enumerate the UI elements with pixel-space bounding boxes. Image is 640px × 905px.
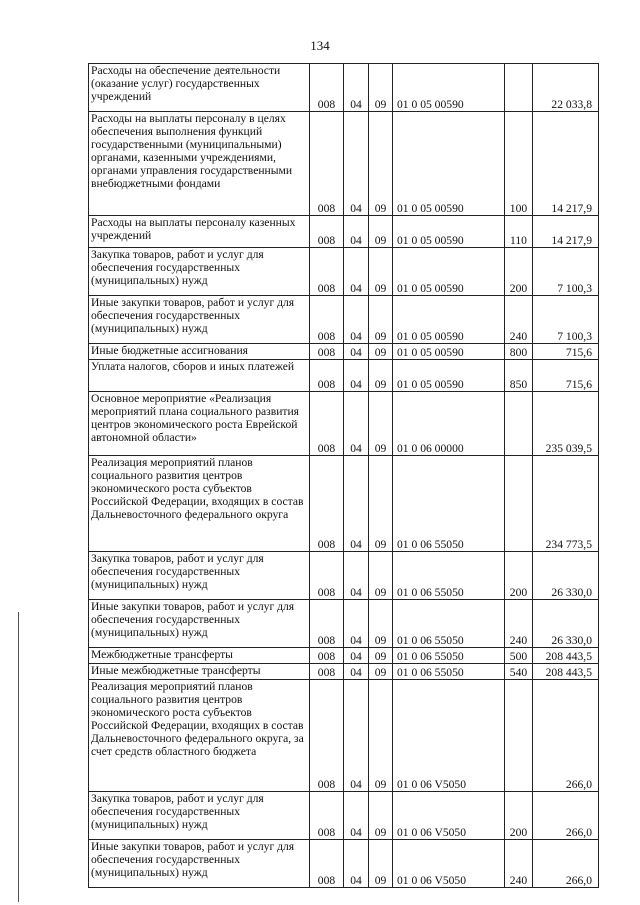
row-name: Расходы на выплаты персоналу казенных учреждений <box>89 216 310 248</box>
row-expense-type-code <box>505 392 533 456</box>
row-amount: 7 100,3 <box>533 296 599 344</box>
row-amount: 26 330,0 <box>533 600 599 648</box>
table-row <box>89 680 599 792</box>
row-target-article-code: 01 0 06 V5050 <box>393 680 505 792</box>
row-section-code: 04 <box>344 600 369 648</box>
row-name: Иные закупки товаров, работ и услуг для обеспечения государственных (муниципальных) нужд <box>89 600 310 648</box>
budget-table <box>88 63 599 888</box>
table-row <box>89 648 599 664</box>
row-subsection-code: 09 <box>369 680 393 792</box>
row-expense-type-code: 850 <box>505 360 533 392</box>
row-subsection-code: 09 <box>369 552 393 600</box>
row-section-code: 04 <box>344 344 369 360</box>
row-name: Закупка товаров, работ и услуг для обеспечения государственных (муниципальных) нужд <box>89 552 310 600</box>
row-subsection-code: 09 <box>369 344 393 360</box>
scan-margin-line <box>18 612 19 902</box>
row-target-article-code: 01 0 06 55050 <box>393 456 505 552</box>
row-expense-type-code <box>505 680 533 792</box>
row-section-code: 04 <box>344 360 369 392</box>
row-ministry-code: 008 <box>310 216 344 248</box>
row-amount: 266,0 <box>533 680 599 792</box>
row-section-code: 04 <box>344 64 369 112</box>
row-expense-type-code: 540 <box>505 664 533 680</box>
row-section-code: 04 <box>344 216 369 248</box>
row-subsection-code: 09 <box>369 360 393 392</box>
row-amount: 7 100,3 <box>533 248 599 296</box>
budget-table-body <box>89 64 599 888</box>
row-amount: 208 443,5 <box>533 648 599 664</box>
row-expense-type-code <box>505 64 533 112</box>
row-subsection-code: 09 <box>369 840 393 888</box>
row-ministry-code: 008 <box>310 456 344 552</box>
table-row <box>89 840 599 888</box>
row-ministry-code: 008 <box>310 248 344 296</box>
row-name: Межбюджетные трансферты <box>89 648 310 664</box>
row-ministry-code: 008 <box>310 840 344 888</box>
row-subsection-code: 09 <box>369 600 393 648</box>
row-section-code: 04 <box>344 552 369 600</box>
row-name: Иные закупки товаров, работ и услуг для обеспечения государственных (муниципальных) нужд <box>89 296 310 344</box>
row-expense-type-code: 100 <box>505 112 533 216</box>
row-subsection-code: 09 <box>369 248 393 296</box>
row-subsection-code: 09 <box>369 456 393 552</box>
row-subsection-code: 09 <box>369 664 393 680</box>
row-subsection-code: 09 <box>369 792 393 840</box>
row-target-article-code: 01 0 05 00590 <box>393 296 505 344</box>
row-ministry-code: 008 <box>310 552 344 600</box>
row-section-code: 04 <box>344 664 369 680</box>
row-ministry-code: 008 <box>310 112 344 216</box>
row-amount: 26 330,0 <box>533 552 599 600</box>
row-target-article-code: 01 0 05 00590 <box>393 344 505 360</box>
table-row <box>89 216 599 248</box>
row-ministry-code: 008 <box>310 648 344 664</box>
row-subsection-code: 09 <box>369 296 393 344</box>
row-section-code: 04 <box>344 296 369 344</box>
row-name: Закупка товаров, работ и услуг для обеспечения государственных (муниципальных) нужд <box>89 792 310 840</box>
row-section-code: 04 <box>344 792 369 840</box>
row-expense-type-code <box>505 456 533 552</box>
row-expense-type-code: 200 <box>505 792 533 840</box>
row-target-article-code: 01 0 06 55050 <box>393 664 505 680</box>
row-subsection-code: 09 <box>369 112 393 216</box>
table-row <box>89 456 599 552</box>
row-target-article-code: 01 0 05 00590 <box>393 216 505 248</box>
row-target-article-code: 01 0 05 00590 <box>393 248 505 296</box>
row-amount: 266,0 <box>533 840 599 888</box>
row-target-article-code: 01 0 06 V5050 <box>393 840 505 888</box>
row-ministry-code: 008 <box>310 392 344 456</box>
row-amount: 234 773,5 <box>533 456 599 552</box>
row-ministry-code: 008 <box>310 600 344 648</box>
row-section-code: 04 <box>344 680 369 792</box>
row-ministry-code: 008 <box>310 296 344 344</box>
table-row <box>89 64 599 112</box>
table-row <box>89 392 599 456</box>
row-target-article-code: 01 0 05 00590 <box>393 360 505 392</box>
row-subsection-code: 09 <box>369 648 393 664</box>
table-row <box>89 344 599 360</box>
row-target-article-code: 01 0 06 55050 <box>393 648 505 664</box>
row-target-article-code: 01 0 05 00590 <box>393 64 505 112</box>
page-number: 134 <box>310 38 330 53</box>
row-name: Иные закупки товаров, работ и услуг для обеспечения государственных (муниципальных) нужд <box>89 840 310 888</box>
row-target-article-code: 01 0 06 00000 <box>393 392 505 456</box>
table-row <box>89 792 599 840</box>
row-expense-type-code: 200 <box>505 552 533 600</box>
table-row <box>89 360 599 392</box>
row-ministry-code: 008 <box>310 360 344 392</box>
row-target-article-code: 01 0 06 55050 <box>393 552 505 600</box>
row-section-code: 04 <box>344 456 369 552</box>
row-expense-type-code: 240 <box>505 840 533 888</box>
row-subsection-code: 09 <box>369 216 393 248</box>
row-amount: 208 443,5 <box>533 664 599 680</box>
row-ministry-code: 008 <box>310 344 344 360</box>
row-ministry-code: 008 <box>310 792 344 840</box>
row-amount: 715,6 <box>533 344 599 360</box>
row-amount: 715,6 <box>533 360 599 392</box>
row-section-code: 04 <box>344 112 369 216</box>
table-row <box>89 112 599 216</box>
row-amount: 14 217,9 <box>533 112 599 216</box>
row-section-code: 04 <box>344 248 369 296</box>
row-target-article-code: 01 0 05 00590 <box>393 112 505 216</box>
row-amount: 14 217,9 <box>533 216 599 248</box>
row-expense-type-code: 200 <box>505 248 533 296</box>
row-amount: 235 039,5 <box>533 392 599 456</box>
row-ministry-code: 008 <box>310 680 344 792</box>
row-section-code: 04 <box>344 392 369 456</box>
row-name: Реализация мероприятий планов социального развития центров экономического роста субъектов Российской Федерации, входящих в состав Дальневосточного федерального округа, за счет средств областного бюджета <box>89 680 310 792</box>
row-amount: 266,0 <box>533 792 599 840</box>
row-expense-type-code: 240 <box>505 600 533 648</box>
table-row <box>89 296 599 344</box>
row-name: Реализация мероприятий планов социального развития центров экономического роста субъектов Российской Федерации, входящих в состав Дальневосточного федерального округа <box>89 456 310 552</box>
table-row <box>89 248 599 296</box>
row-ministry-code: 008 <box>310 664 344 680</box>
row-expense-type-code: 800 <box>505 344 533 360</box>
row-section-code: 04 <box>344 648 369 664</box>
row-ministry-code: 008 <box>310 64 344 112</box>
row-name: Основное мероприятие «Реализация мероприятий плана социального развития центров экономического роста Еврейской автономной области» <box>89 392 310 456</box>
row-subsection-code: 09 <box>369 64 393 112</box>
row-name: Расходы на обеспечение деятельности (оказание услуг) государственных учреждений <box>89 64 310 112</box>
row-name: Закупка товаров, работ и услуг для обеспечения государственных (муниципальных) нужд <box>89 248 310 296</box>
row-expense-type-code: 110 <box>505 216 533 248</box>
table-row <box>89 600 599 648</box>
row-name: Уплата налогов, сборов и иных платежей <box>89 360 310 392</box>
row-target-article-code: 01 0 06 55050 <box>393 600 505 648</box>
row-amount: 22 033,8 <box>533 64 599 112</box>
row-subsection-code: 09 <box>369 392 393 456</box>
table-row <box>89 664 599 680</box>
row-expense-type-code: 240 <box>505 296 533 344</box>
row-name: Иные межбюджетные трансферты <box>89 664 310 680</box>
row-name: Иные бюджетные ассигнования <box>89 344 310 360</box>
row-section-code: 04 <box>344 840 369 888</box>
row-expense-type-code: 500 <box>505 648 533 664</box>
row-target-article-code: 01 0 06 V5050 <box>393 792 505 840</box>
table-row <box>89 552 599 600</box>
row-name: Расходы на выплаты персоналу в целях обеспечения выполнения функций государственными (муниципальными) органами, казенными учреждениями, органами управления государственными внебюджетными фондами <box>89 112 310 216</box>
